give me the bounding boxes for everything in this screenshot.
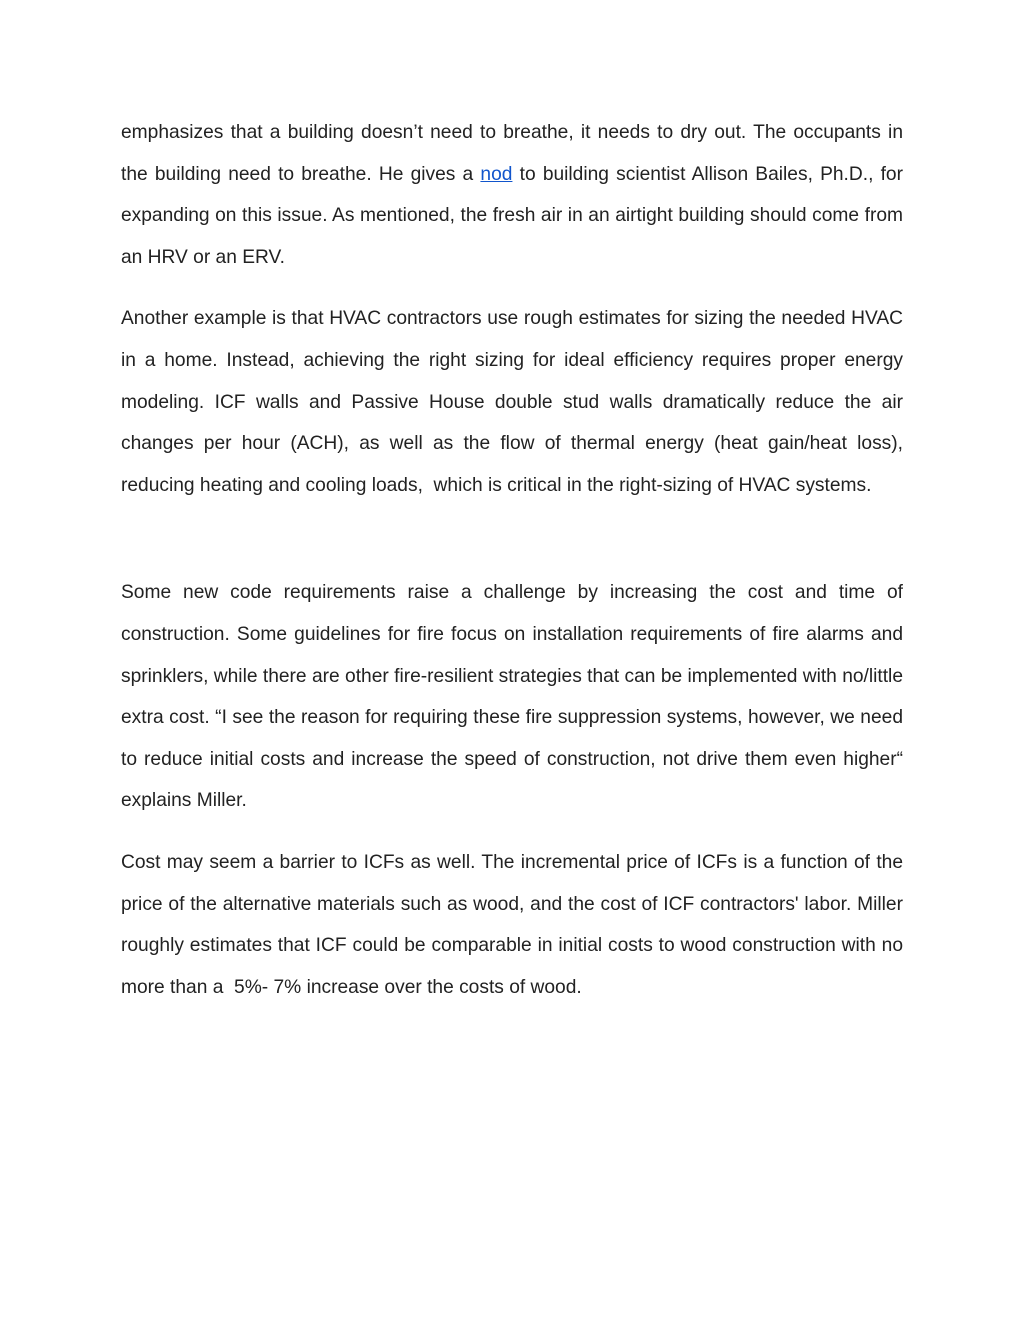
nod-link[interactable]: nod: [480, 163, 513, 185]
document-body: [121, 112, 909, 1028]
paragraph-3: Some new code requirements raise a challenge by increasing the cost and time of construction. Some guidelines for fire focus on installation requirements of fire alarms and sprinklers, while there are other fire-resilient strategies that can be implemented with no/little extra cost. “I see the reason for requiring these fire suppression systems, however, we need to reduce initial costs and increase the speed of construction, not drive them even higher“ explains Miller.: [121, 582, 909, 812]
paragraph-4: Cost may seem a barrier to ICFs as well. The incremental price of ICFs is a function of the price of the alternative materials such as wood, and the cost of ICF contractors' labor. Miller roughly estimates that ICF could be comparable in initial costs to wood construction with no more than a 5%- 7% increase over the costs of wood.: [121, 851, 909, 998]
paragraph-1: [121, 112, 909, 278]
paragraph-1-text-before-link: emphasizes that a building doesn’t need to breathe, it needs to dry out. The occupants in the building need to breathe. He gives a: [121, 122, 909, 185]
paragraph-2: Another example is that HVAC contractors use rough estimates for sizing the needed HVAC in a home. Instead, achieving the right sizing for ideal efficiency requires proper energy modeling. ICF walls and Passive House double stud walls dramatically reduce the air changes per hour (ACH), as well as the flow of thermal energy (heat gain/heat loss), reducing heating and cooling loads, which is critical in the right-sizing of HVAC systems.: [121, 308, 909, 496]
paragraph-1-text-after-link: to building scientist Allison Bailes, Ph.D., for expanding on this issue. As mentioned, the fresh air in an airtight building should come from an HRV or an ERV.: [121, 163, 909, 268]
